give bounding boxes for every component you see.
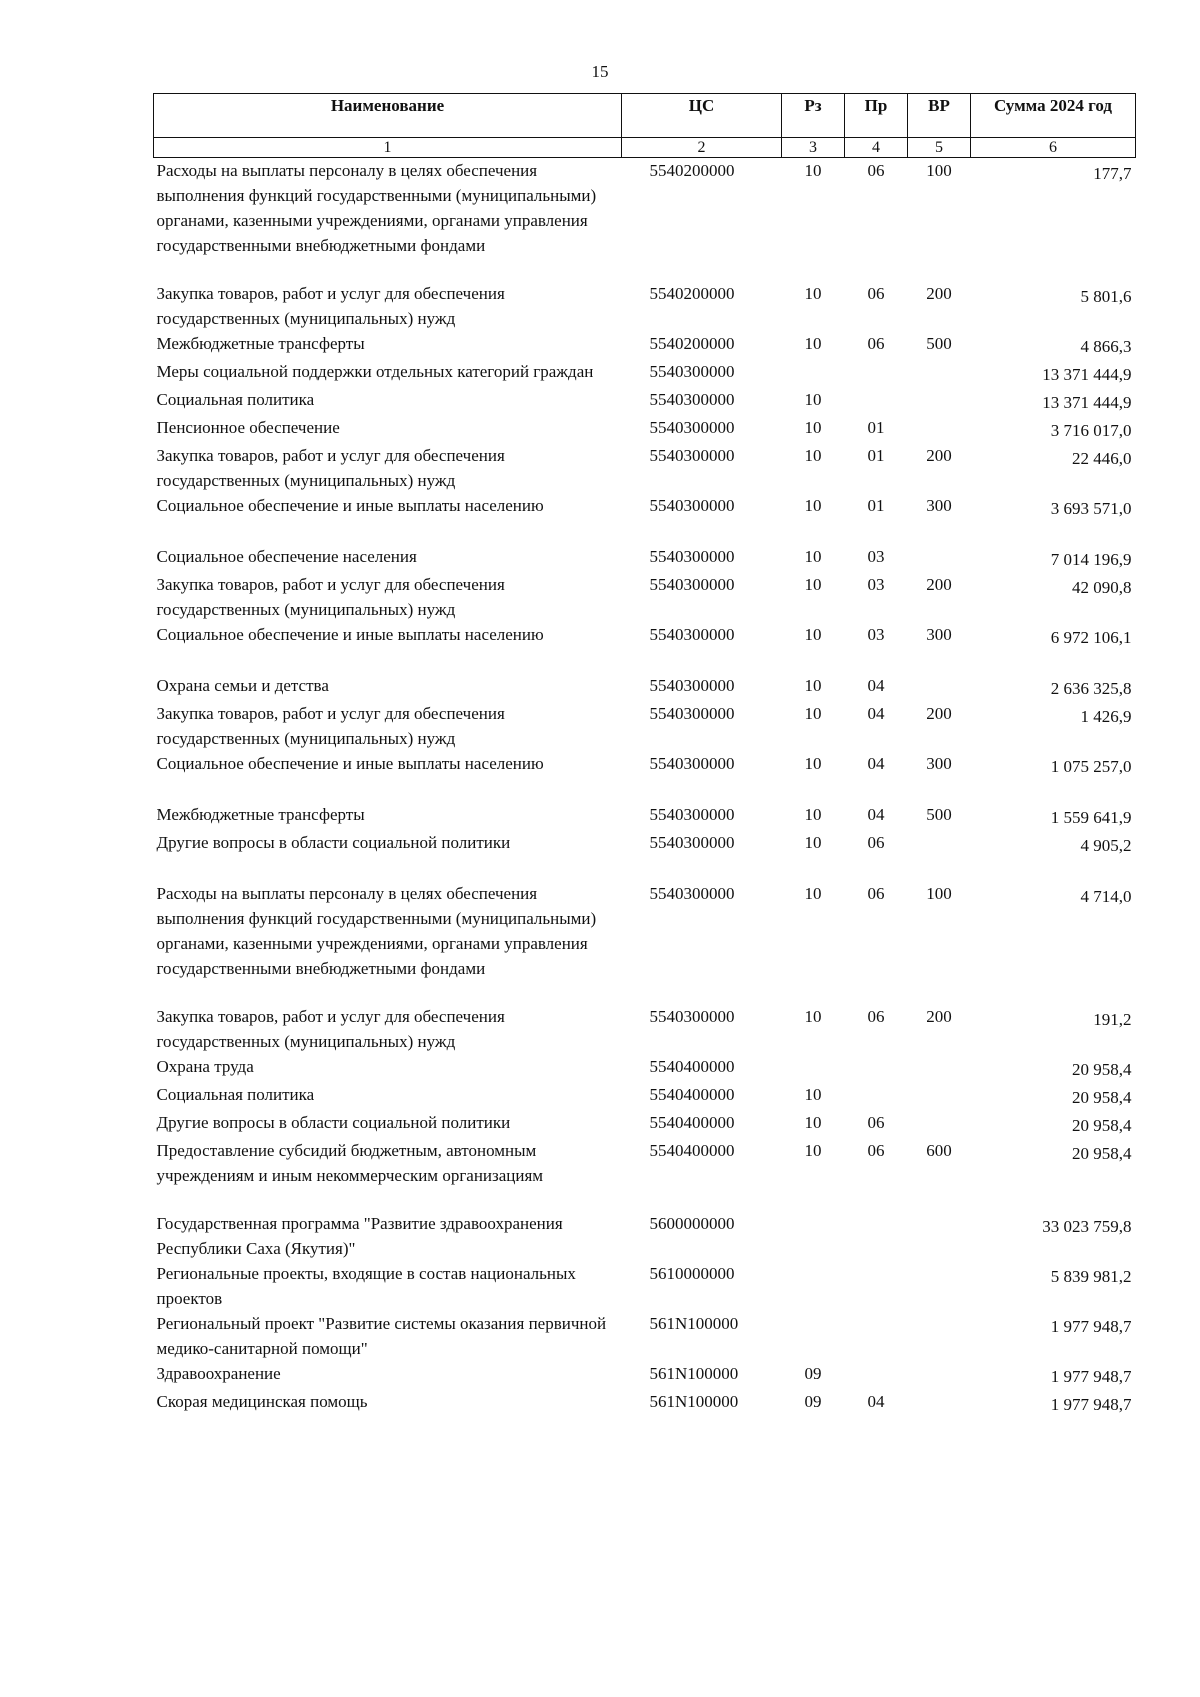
row-rz: 10 [804, 704, 822, 723]
row-vr [908, 1361, 971, 1389]
row-sum: 1 559 641,9 [1050, 808, 1132, 827]
row-pr [845, 1361, 908, 1389]
row-sum: 22 446,0 [1072, 449, 1132, 468]
table-row [154, 1311, 1136, 1361]
row-rz: 10 [804, 547, 822, 566]
table-row [154, 415, 1136, 443]
row-vr: 300 [926, 625, 952, 644]
row-name: Здравоохранение [156, 1364, 281, 1383]
row-cs: 5600000000 [649, 1214, 735, 1233]
row-rz [782, 359, 845, 387]
column-number: 6 [971, 138, 1136, 158]
row-name: Расходы на выплаты персоналу в целях обеспечения выполнения функций государственными (муниципальными) органами, казенными учреждениями, органами управления государственными внебюджетными фондами [156, 161, 597, 255]
row-pr: 06 [867, 833, 885, 852]
budget-table [153, 93, 1136, 1417]
row-sum: 3 693 571,0 [1050, 499, 1132, 518]
row-cs: 5540300000 [649, 884, 735, 903]
row-rz: 10 [804, 1141, 822, 1160]
row-pr: 04 [867, 704, 885, 723]
row-sum: 191,2 [1093, 1010, 1132, 1029]
row-rz: 09 [804, 1392, 822, 1411]
row-rz: 10 [804, 575, 822, 594]
row-name: Закупка товаров, работ и услуг для обеспечения государственных (муниципальных) нужд [156, 284, 505, 328]
row-rz: 10 [804, 833, 822, 852]
row-pr [845, 387, 908, 415]
row-pr: 06 [867, 1141, 885, 1160]
row-pr: 06 [867, 1007, 885, 1026]
row-vr: 200 [926, 284, 952, 303]
row-pr: 06 [867, 334, 885, 353]
table-row [154, 1004, 1136, 1054]
row-vr [908, 1054, 971, 1082]
row-name: Социальное обеспечение и иные выплаты населению [156, 754, 544, 773]
row-sum: 2 636 325,8 [1050, 679, 1132, 698]
table-row [154, 1211, 1136, 1261]
table-row [154, 1389, 1136, 1417]
row-cs: 5540400000 [649, 1141, 735, 1160]
row-rz [782, 1261, 845, 1311]
table-row [154, 331, 1136, 359]
row-name: Меры социальной поддержки отдельных категорий граждан [156, 362, 594, 381]
column-number: 5 [908, 138, 971, 158]
row-sum: 20 958,4 [1072, 1144, 1132, 1163]
row-vr: 200 [926, 575, 952, 594]
row-cs: 5540300000 [649, 676, 735, 695]
header-pr: Пр [845, 94, 908, 138]
row-name: Закупка товаров, работ и услуг для обеспечения государственных (муниципальных) нужд [156, 704, 505, 748]
row-name: Пенсионное обеспечение [156, 418, 340, 437]
row-pr [845, 359, 908, 387]
row-vr: 200 [926, 1007, 952, 1026]
row-sum: 4 714,0 [1080, 887, 1132, 906]
row-rz: 10 [804, 676, 822, 695]
row-vr [908, 1211, 971, 1261]
row-pr: 01 [867, 418, 885, 437]
row-name: Другие вопросы в области социальной политики [156, 833, 511, 852]
column-number: 2 [622, 138, 782, 158]
row-rz: 10 [804, 390, 822, 409]
row-vr: 500 [926, 334, 952, 353]
row-sum: 4 866,3 [1080, 337, 1132, 356]
row-rz: 10 [804, 446, 822, 465]
row-cs: 5540400000 [649, 1085, 735, 1104]
row-vr: 200 [926, 704, 952, 723]
table-row [154, 1054, 1136, 1082]
row-name: Социальное обеспечение населения [156, 547, 417, 566]
row-vr: 200 [926, 446, 952, 465]
row-pr: 06 [867, 284, 885, 303]
header-name: Наименование [154, 94, 622, 138]
row-rz: 10 [804, 754, 822, 773]
row-sum: 13 371 444,9 [1042, 393, 1132, 412]
column-number: 4 [845, 138, 908, 158]
row-name: Социальная политика [156, 390, 315, 409]
row-name: Охрана семьи и детства [156, 676, 329, 695]
row-cs: 5540300000 [649, 754, 735, 773]
row-cs: 5540300000 [649, 418, 735, 437]
row-name: Региональные проекты, входящие в состав национальных проектов [156, 1264, 576, 1308]
row-name: Социальная политика [156, 1085, 315, 1104]
table-row [154, 622, 1136, 673]
row-vr [908, 830, 971, 881]
row-pr: 03 [867, 575, 885, 594]
row-rz [782, 1211, 845, 1261]
row-sum: 1 977 948,7 [1050, 1395, 1132, 1414]
table-row [154, 830, 1136, 881]
row-vr: 100 [926, 161, 952, 180]
row-name: Региональный проект "Развитие системы оказания первичной медико-санитарной помощи" [156, 1314, 607, 1358]
row-sum: 4 905,2 [1080, 836, 1132, 855]
row-name: Расходы на выплаты персоналу в целях обеспечения выполнения функций государственными (муниципальными) органами, казенными учреждениями, органами управления государственными внебюджетными фондами [156, 884, 597, 978]
row-vr [908, 415, 971, 443]
row-pr: 04 [867, 676, 885, 695]
row-cs: 5540300000 [649, 390, 735, 409]
row-cs: 5540400000 [649, 1057, 735, 1076]
row-rz [782, 1311, 845, 1361]
row-name: Охрана труда [156, 1057, 254, 1076]
table-row [154, 881, 1136, 1004]
row-sum: 1 075 257,0 [1050, 757, 1132, 776]
row-pr: 01 [867, 446, 885, 465]
row-vr [908, 359, 971, 387]
row-pr [845, 1261, 908, 1311]
table-row [154, 1082, 1136, 1110]
row-name: Закупка товаров, работ и услуг для обеспечения государственных (муниципальных) нужд [156, 446, 505, 490]
row-sum: 1 426,9 [1080, 707, 1132, 726]
row-rz: 10 [804, 884, 822, 903]
row-vr: 300 [926, 754, 952, 773]
row-cs: 5540200000 [649, 284, 735, 303]
row-name: Социальное обеспечение и иные выплаты населению [156, 625, 544, 644]
row-cs: 5610000000 [649, 1264, 735, 1283]
row-pr [845, 1311, 908, 1361]
table-row [154, 751, 1136, 802]
row-pr: 04 [867, 1392, 885, 1411]
row-pr: 01 [867, 496, 885, 515]
row-pr: 04 [867, 754, 885, 773]
row-vr [908, 1261, 971, 1311]
row-cs: 5540300000 [649, 496, 735, 515]
table-row [154, 493, 1136, 544]
row-rz: 10 [804, 625, 822, 644]
row-pr: 06 [867, 1113, 885, 1132]
table-body [154, 158, 1136, 1418]
row-cs: 5540300000 [649, 446, 735, 465]
row-cs: 561N100000 [649, 1364, 739, 1383]
page-number: 15 [591, 62, 609, 81]
row-vr [908, 1389, 971, 1417]
row-vr: 500 [926, 805, 952, 824]
row-vr [908, 673, 971, 701]
column-number: 1 [154, 138, 622, 158]
row-cs: 561N100000 [649, 1392, 739, 1411]
row-cs: 5540300000 [649, 625, 735, 644]
row-sum: 1 977 948,7 [1050, 1367, 1132, 1386]
row-pr [845, 1082, 908, 1110]
header-rz: Рз [782, 94, 845, 138]
row-vr [908, 1082, 971, 1110]
row-rz: 10 [804, 1085, 822, 1104]
row-rz [782, 1054, 845, 1082]
row-cs: 5540400000 [649, 1113, 735, 1132]
row-sum: 42 090,8 [1072, 578, 1132, 597]
row-name: Межбюджетные трансферты [156, 334, 365, 353]
row-cs: 5540300000 [649, 575, 735, 594]
table-header [154, 94, 1136, 158]
row-sum: 20 958,4 [1072, 1060, 1132, 1079]
row-vr: 100 [926, 884, 952, 903]
row-name: Межбюджетные трансферты [156, 805, 365, 824]
row-sum: 13 371 444,9 [1042, 365, 1132, 384]
row-pr: 06 [867, 884, 885, 903]
header-vr: ВР [908, 94, 971, 138]
row-cs: 5540300000 [649, 1007, 735, 1026]
table-row [154, 443, 1136, 493]
table-row [154, 701, 1136, 751]
row-cs: 561N100000 [649, 1314, 739, 1333]
row-vr: 600 [926, 1141, 952, 1160]
column-number: 3 [782, 138, 845, 158]
row-vr [908, 544, 971, 572]
row-sum: 5 801,6 [1080, 287, 1132, 306]
row-name: Закупка товаров, работ и услуг для обеспечения государственных (муниципальных) нужд [156, 575, 505, 619]
row-cs: 5540300000 [649, 547, 735, 566]
header-cs: ЦС [622, 94, 782, 138]
row-pr: 03 [867, 625, 885, 644]
row-rz: 10 [804, 418, 822, 437]
row-rz: 10 [804, 334, 822, 353]
row-name: Другие вопросы в области социальной политики [156, 1113, 511, 1132]
table-row [154, 387, 1136, 415]
row-vr [908, 1311, 971, 1361]
row-pr: 04 [867, 805, 885, 824]
row-sum: 7 014 196,9 [1050, 550, 1132, 569]
row-sum: 20 958,4 [1072, 1116, 1132, 1135]
row-rz: 10 [804, 805, 822, 824]
table-row [154, 802, 1136, 830]
table-row [154, 1361, 1136, 1389]
row-name: Закупка товаров, работ и услуг для обеспечения государственных (муниципальных) нужд [156, 1007, 505, 1051]
row-cs: 5540200000 [649, 161, 735, 180]
table-row [154, 1261, 1136, 1311]
row-name: Государственная программа "Развитие здравоохранения Республики Саха (Якутия)" [156, 1214, 563, 1258]
table-row [154, 281, 1136, 331]
row-rz: 09 [804, 1364, 822, 1383]
row-pr: 03 [867, 547, 885, 566]
row-sum: 20 958,4 [1072, 1088, 1132, 1107]
table-row [154, 572, 1136, 622]
header-sum: Сумма 2024 год [971, 94, 1136, 138]
row-cs: 5540300000 [649, 833, 735, 852]
row-vr: 300 [926, 496, 952, 515]
row-name: Скорая медицинская помощь [156, 1392, 368, 1411]
row-vr [908, 1110, 971, 1138]
row-sum: 5 839 981,2 [1050, 1267, 1132, 1286]
table-row [154, 1110, 1136, 1138]
row-sum: 6 972 106,1 [1050, 628, 1132, 647]
row-sum: 177,7 [1093, 164, 1132, 183]
table-row [154, 544, 1136, 572]
row-sum: 1 977 948,7 [1050, 1317, 1132, 1336]
table-row [154, 673, 1136, 701]
row-cs: 5540300000 [649, 704, 735, 723]
row-pr [845, 1211, 908, 1261]
row-name: Социальное обеспечение и иные выплаты населению [156, 496, 544, 515]
row-cs: 5540200000 [649, 334, 735, 353]
row-rz: 10 [804, 284, 822, 303]
row-rz: 10 [804, 1113, 822, 1132]
row-pr: 06 [867, 161, 885, 180]
row-name: Предоставление субсидий бюджетным, автономным учреждениям и иным некоммерческим организациям [156, 1141, 544, 1185]
row-sum: 3 716 017,0 [1050, 421, 1132, 440]
row-rz: 10 [804, 496, 822, 515]
row-pr [845, 1054, 908, 1082]
row-vr [908, 387, 971, 415]
row-cs: 5540300000 [649, 362, 735, 381]
table-row [154, 1138, 1136, 1211]
table-row [154, 359, 1136, 387]
row-cs: 5540300000 [649, 805, 735, 824]
row-rz: 10 [804, 161, 822, 180]
row-rz: 10 [804, 1007, 822, 1026]
row-sum: 33 023 759,8 [1042, 1217, 1132, 1236]
table-row [154, 158, 1136, 282]
